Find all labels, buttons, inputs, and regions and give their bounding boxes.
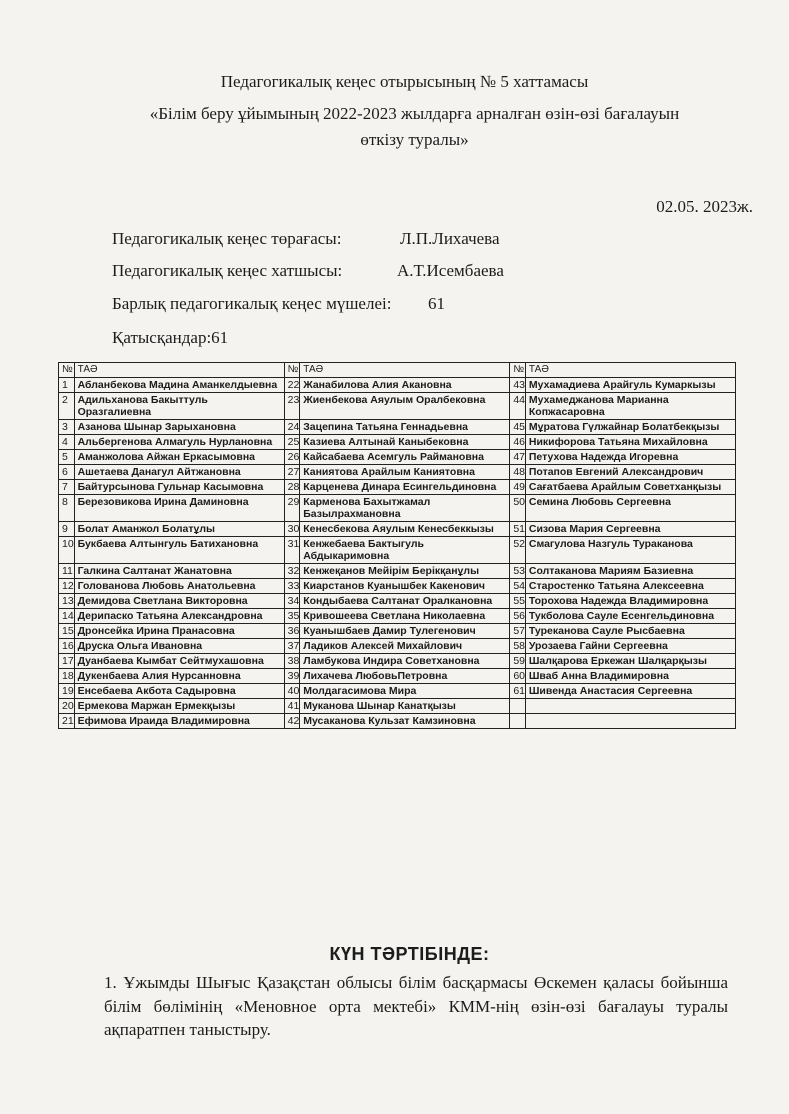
table-header-row bbox=[59, 363, 736, 378]
agenda-heading: КҮН ТӘРТІБІНДЕ: bbox=[329, 944, 490, 964]
participant-name: Куанышбаев Дамир Тулегенович bbox=[300, 624, 510, 639]
row-number: 54 bbox=[510, 579, 526, 594]
row-number: 21 bbox=[59, 714, 75, 729]
participant-name: Молдагасимова Мира bbox=[300, 684, 510, 699]
header-num: № bbox=[510, 363, 526, 378]
row-number: 13 bbox=[59, 594, 75, 609]
table-row bbox=[59, 609, 736, 624]
participant-name: Галкина Салтанат Жанатовна bbox=[74, 564, 284, 579]
participant-name: Енсебаева Акбота Садыровна bbox=[74, 684, 284, 699]
chair-label: Педагогикалық кеңес төрағасы: bbox=[112, 229, 342, 248]
row-number: 61 bbox=[510, 684, 526, 699]
participant-name: Петухова Надежда Игоревна bbox=[525, 450, 735, 465]
row-number: 56 bbox=[510, 609, 526, 624]
participant-name: Шалқарова Еркежан Шалқарқызы bbox=[525, 654, 735, 669]
row-number: 14 bbox=[59, 609, 75, 624]
row-number: 58 bbox=[510, 639, 526, 654]
table-row bbox=[59, 480, 736, 495]
row-number: 32 bbox=[284, 564, 300, 579]
row-number: 36 bbox=[284, 624, 300, 639]
chair-line bbox=[112, 229, 500, 249]
members-value: 61 bbox=[428, 294, 445, 313]
table-row bbox=[59, 654, 736, 669]
participant-name: Ашетаева Данагул Айтжановна bbox=[74, 465, 284, 480]
row-number bbox=[510, 699, 526, 714]
participant-name: Аманжолова Айжан Еркасымовна bbox=[74, 450, 284, 465]
row-number: 59 bbox=[510, 654, 526, 669]
participant-name: Муканова Шынар Канатқызы bbox=[300, 699, 510, 714]
row-number: 52 bbox=[510, 537, 526, 564]
row-number: 45 bbox=[510, 420, 526, 435]
participant-name: Мухамадиева Арайгуль Кумаркызы bbox=[525, 378, 735, 393]
participant-name: Ламбукова Индира Советхановна bbox=[300, 654, 510, 669]
participant-name: Киарстанов Куанышбек Какенович bbox=[300, 579, 510, 594]
protocol-subject-line1: «Білім беру ұйымының 2022-2023 жылдарға арналған өзін-өзі бағалауын bbox=[149, 104, 680, 123]
row-number: 7 bbox=[59, 480, 75, 495]
row-number: 12 bbox=[59, 579, 75, 594]
row-number: 49 bbox=[510, 480, 526, 495]
participant-name: Азанова Шынар Зарыхановна bbox=[74, 420, 284, 435]
row-number: 35 bbox=[284, 609, 300, 624]
row-number: 1 bbox=[59, 378, 75, 393]
table-row bbox=[59, 564, 736, 579]
secretary-value: А.Т.Исембаева bbox=[397, 261, 504, 280]
row-number: 25 bbox=[284, 435, 300, 450]
row-number: 53 bbox=[510, 564, 526, 579]
table-body bbox=[59, 378, 736, 729]
table-row bbox=[59, 465, 736, 480]
participant-name: Кенесбекова Аяулым Кенесбеккызы bbox=[300, 522, 510, 537]
row-number: 5 bbox=[59, 450, 75, 465]
row-number: 22 bbox=[284, 378, 300, 393]
participant-name bbox=[525, 699, 735, 714]
participant-name: Ладиков Алексей Михайлович bbox=[300, 639, 510, 654]
participant-name: Торохова Надежда Владимировна bbox=[525, 594, 735, 609]
participant-name: Мухамеджанова Марианна Копжасаровна bbox=[525, 393, 735, 420]
row-number: 4 bbox=[59, 435, 75, 450]
row-number: 37 bbox=[284, 639, 300, 654]
participant-name: Урозаева Гайни Сергеевна bbox=[525, 639, 735, 654]
row-number: 46 bbox=[510, 435, 526, 450]
protocol-subject-line2: өткізу туралы» bbox=[360, 130, 469, 149]
row-number: 41 bbox=[284, 699, 300, 714]
participant-name: Казиева Алтынай Каныбековна bbox=[300, 435, 510, 450]
participant-name: Шваб Анна Владимировна bbox=[525, 669, 735, 684]
participant-name bbox=[525, 714, 735, 729]
participant-name: Семина Любовь Сергеевна bbox=[525, 495, 735, 522]
secretary-label: Педагогикалық кеңес хатшысы: bbox=[112, 261, 343, 280]
participant-name: Никифорова Татьяна Михайловна bbox=[525, 435, 735, 450]
participant-name: Шивенда Анастасия Сергеевна bbox=[525, 684, 735, 699]
participant-name: Альбергенова Алмагуль Нурлановна bbox=[74, 435, 284, 450]
row-number: 44 bbox=[510, 393, 526, 420]
table-row bbox=[59, 669, 736, 684]
header-num: № bbox=[59, 363, 75, 378]
protocol-title: Педагогикалық кеңес отырысының № 5 хаттамасы bbox=[220, 72, 589, 91]
table-row bbox=[59, 714, 736, 729]
table-row bbox=[59, 522, 736, 537]
participant-name: Лихачева ЛюбовьПетровна bbox=[300, 669, 510, 684]
row-number: 31 bbox=[284, 537, 300, 564]
row-number: 57 bbox=[510, 624, 526, 639]
participant-name: Кондыбаева Салтанат Оралкановна bbox=[300, 594, 510, 609]
row-number: 55 bbox=[510, 594, 526, 609]
row-number: 23 bbox=[284, 393, 300, 420]
participant-name: Мұратова Гүлжайнар Болатбекқызы bbox=[525, 420, 735, 435]
table-row bbox=[59, 450, 736, 465]
participant-name: Зацепина Татьяна Геннадьевна bbox=[300, 420, 510, 435]
agenda-item-1: 1. Ұжымды Шығыс Қазақстан облысы білім басқармасы Өскемен қаласы бойынша білім бөлімінің «Меновное орта мектебі» КММ-нің өзін-өзі бағалауы туралы ақпаратпен таныстыру. bbox=[104, 973, 728, 1039]
participant-name: Жиенбекова Аяулым Оралбековна bbox=[300, 393, 510, 420]
participant-name: Каниятова Арайлым Каниятовна bbox=[300, 465, 510, 480]
participant-name: Потапов Евгений Александрович bbox=[525, 465, 735, 480]
header-name: ТАӘ bbox=[74, 363, 284, 378]
members-line bbox=[112, 294, 445, 314]
header-name: ТАӘ bbox=[300, 363, 510, 378]
participant-name: Березовикова Ирина Даминовна bbox=[74, 495, 284, 522]
row-number: 9 bbox=[59, 522, 75, 537]
participant-name: Адильханова Бакыттуль Оразгалиевна bbox=[74, 393, 284, 420]
participant-name: Старостенко Татьяна Алексеевна bbox=[525, 579, 735, 594]
present-line: Қатысқандар:61 bbox=[112, 328, 229, 347]
table-row bbox=[59, 378, 736, 393]
row-number: 10 bbox=[59, 537, 75, 564]
row-number: 24 bbox=[284, 420, 300, 435]
row-number: 33 bbox=[284, 579, 300, 594]
table-row bbox=[59, 684, 736, 699]
table-row bbox=[59, 699, 736, 714]
row-number: 39 bbox=[284, 669, 300, 684]
participant-name: Дронсейка Ирина Пранасовна bbox=[74, 624, 284, 639]
table-row bbox=[59, 639, 736, 654]
row-number: 42 bbox=[284, 714, 300, 729]
row-number: 17 bbox=[59, 654, 75, 669]
participant-name: Карценева Динара Есингельдиновна bbox=[300, 480, 510, 495]
participant-name: Кенжеқанов Мейірім Берікқанұлы bbox=[300, 564, 510, 579]
row-number: 30 bbox=[284, 522, 300, 537]
participant-name: Байтурсынова Гульнар Касымовна bbox=[74, 480, 284, 495]
table-row bbox=[59, 594, 736, 609]
row-number: 16 bbox=[59, 639, 75, 654]
participant-name: Кайсабаева Асемгуль Раймановна bbox=[300, 450, 510, 465]
row-number: 19 bbox=[59, 684, 75, 699]
participant-name: Солтаканова Мариям Базиевна bbox=[525, 564, 735, 579]
participant-name: Кривошеева Светлана Николаевна bbox=[300, 609, 510, 624]
participant-name: Мусаканова Кульзат Камзиновна bbox=[300, 714, 510, 729]
participant-name: Дерипаско Татьяна Александровна bbox=[74, 609, 284, 624]
header-num: № bbox=[284, 363, 300, 378]
participant-name: Дукенбаева Алия Нурсанновна bbox=[74, 669, 284, 684]
participant-name: Туреканова Сауле Рысбаевна bbox=[525, 624, 735, 639]
participant-name: Ефимова Ираида Владимировна bbox=[74, 714, 284, 729]
row-number: 18 bbox=[59, 669, 75, 684]
row-number: 50 bbox=[510, 495, 526, 522]
row-number: 26 bbox=[284, 450, 300, 465]
table-row bbox=[59, 420, 736, 435]
participant-name: Тукболова Сауле Есенгельдиновна bbox=[525, 609, 735, 624]
table-row bbox=[59, 624, 736, 639]
row-number: 51 bbox=[510, 522, 526, 537]
participant-name: Болат Аманжол Болатұлы bbox=[74, 522, 284, 537]
participant-name: Голованова Любовь Анатольевна bbox=[74, 579, 284, 594]
table-row bbox=[59, 393, 736, 420]
participant-name: Кенжебаева Бактыгуль Абдыкаримовна bbox=[300, 537, 510, 564]
row-number: 29 bbox=[284, 495, 300, 522]
participant-name: Жанабилова Алия Акановна bbox=[300, 378, 510, 393]
row-number: 60 bbox=[510, 669, 526, 684]
chair-value: Л.П.Лихачева bbox=[400, 229, 500, 248]
participant-name: Сағатбаева Арайлым Советханқызы bbox=[525, 480, 735, 495]
table-row bbox=[59, 495, 736, 522]
participant-name: Сизова Мария Сергеевна bbox=[525, 522, 735, 537]
row-number: 40 bbox=[284, 684, 300, 699]
row-number: 43 bbox=[510, 378, 526, 393]
row-number: 2 bbox=[59, 393, 75, 420]
participant-name: Ермекова Маржан Ермекқызы bbox=[74, 699, 284, 714]
participant-name: Смагулова Назгуль Тураканова bbox=[525, 537, 735, 564]
row-number: 6 bbox=[59, 465, 75, 480]
participant-name: Букбаева Алтынгуль Батихановна bbox=[74, 537, 284, 564]
members-label: Барлық педагогикалық кеңес мүшелеі: bbox=[112, 294, 392, 313]
participant-name: Друска Ольга Ивановна bbox=[74, 639, 284, 654]
row-number: 15 bbox=[59, 624, 75, 639]
row-number: 38 bbox=[284, 654, 300, 669]
secretary-line bbox=[112, 261, 504, 281]
row-number: 3 bbox=[59, 420, 75, 435]
header-name: ТАӘ bbox=[525, 363, 735, 378]
row-number: 48 bbox=[510, 465, 526, 480]
table-row bbox=[59, 537, 736, 564]
row-number bbox=[510, 714, 526, 729]
protocol-date: 02.05. 2023ж. bbox=[656, 197, 753, 216]
row-number: 27 bbox=[284, 465, 300, 480]
participant-name: Демидова Светлана Викторовна bbox=[74, 594, 284, 609]
participant-name: Абланбекова Мадина Аманкелдыевна bbox=[74, 378, 284, 393]
row-number: 8 bbox=[59, 495, 75, 522]
row-number: 28 bbox=[284, 480, 300, 495]
row-number: 20 bbox=[59, 699, 75, 714]
participant-name: Дуанбаева Кымбат Сейтмухашовна bbox=[74, 654, 284, 669]
row-number: 34 bbox=[284, 594, 300, 609]
table-row bbox=[59, 579, 736, 594]
row-number: 11 bbox=[59, 564, 75, 579]
participant-name: Карменова Бахытжамал Базылрахмановна bbox=[300, 495, 510, 522]
attendance-table bbox=[58, 362, 736, 729]
table-row bbox=[59, 435, 736, 450]
row-number: 47 bbox=[510, 450, 526, 465]
